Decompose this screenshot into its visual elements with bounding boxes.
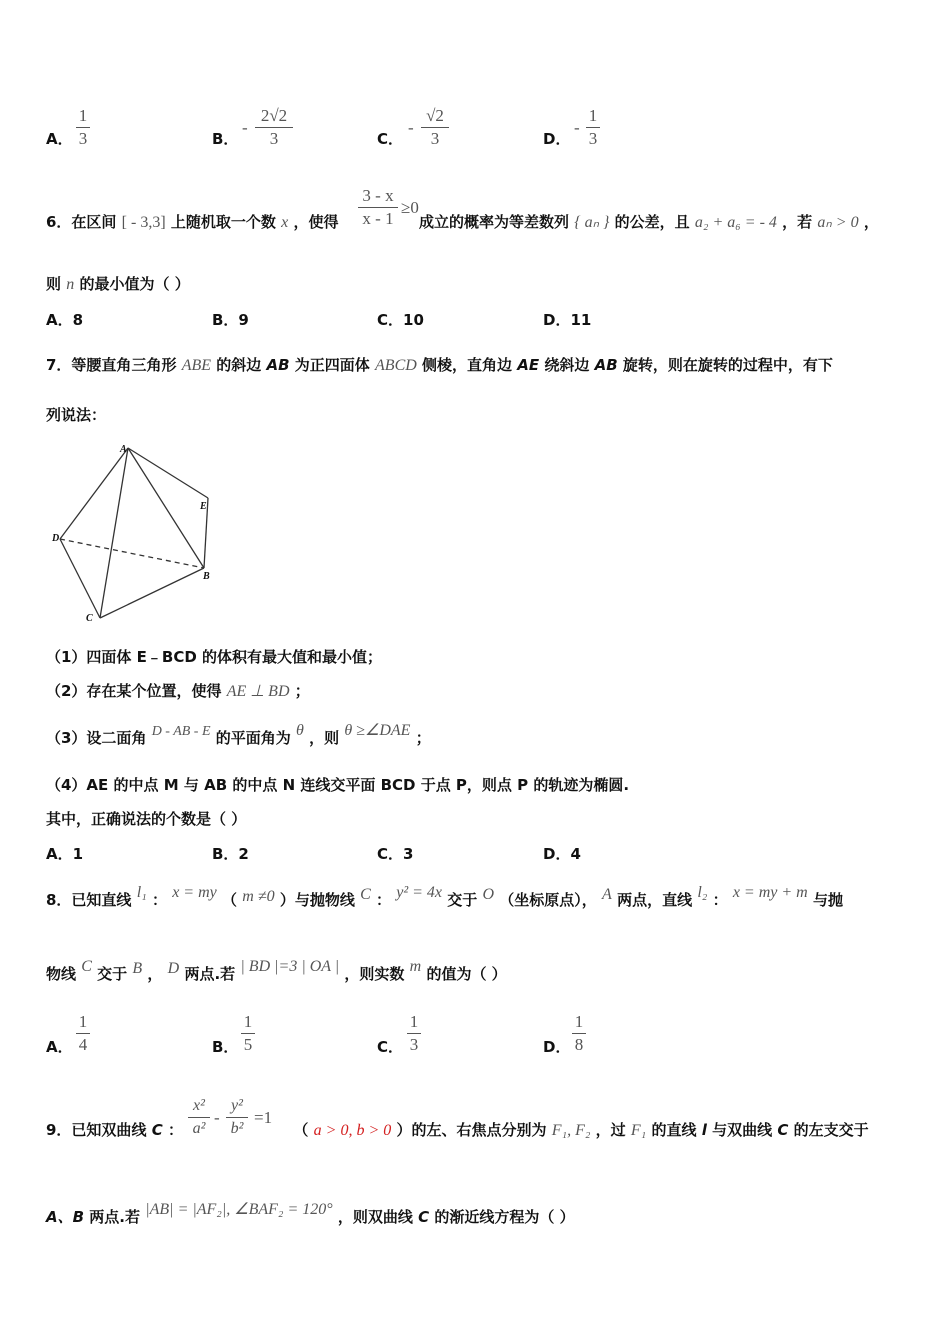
q9-y-squared: y² [231,1097,243,1114]
q6-text: 成立的概率为等差数列 [418,213,569,231]
q7-question: 其中，正确说法的个数是（ ） [46,810,247,828]
q7-option-c: C．3 [377,845,414,863]
q9-text: ，过 [595,1121,626,1139]
q7-text: 的斜边 [216,356,262,374]
vertex-label-b: B [203,571,210,582]
q6-interval: [ - 3,3] [121,214,166,231]
q9-text: ： [167,1121,183,1139]
q8-line1 [46,884,843,910]
q6-line2 [46,273,190,294]
q6-condition: a₂ + a₆ = - 4 [694,214,777,231]
q8-line-l1: l₁ [136,884,147,901]
q7-text: 为正四面体 [294,356,370,374]
q8-text: ）与抛物线 [279,891,355,909]
q8-option-c-fraction [407,1012,421,1055]
q6-text: ，若 [782,213,813,231]
q5-c-sign: - [408,118,414,137]
q9-x-squared: x² [193,1097,205,1114]
q8-c-denominator: 3 [409,1035,419,1054]
vertex-label-c: C [86,613,93,624]
q5-b-sign: - [242,118,248,137]
q7-line2: 列说法： [46,406,107,424]
q7-option-a: A．1 [46,845,84,863]
q9-text: 的直线 [651,1121,697,1139]
q9-text: （ [293,1121,309,1139]
q9-line-l: l [701,1121,707,1139]
q9-equals-one: =1 [254,1108,273,1127]
q6-text: 6．在区间 [46,213,117,231]
q9-text: ）的左、右焦点分别为 [396,1121,547,1139]
q9-parameter-condition: a > 0, b > 0 [313,1122,392,1139]
edge-dc [60,539,100,618]
q7-segment-ab: AB [266,356,290,374]
q7-text: ； [415,729,431,747]
q6-option-a: A．8 [46,311,84,329]
q9-minus: - [214,1108,220,1127]
q9-text: 的渐近线方程为（ ） [434,1208,575,1226]
q8-text: ，则实数 [344,965,405,983]
q8-a-denominator: 4 [78,1035,88,1054]
q5-option-c-label: C． [377,130,404,148]
q7-dihedral: D - AB - E [151,724,211,739]
q8-option-a-fraction [76,1012,90,1055]
q9-focus-f1: F₁ [630,1122,647,1139]
q7-tetrahedron-abcd: ABCD [375,357,417,374]
q6-variable-n: n [66,276,75,293]
q8-text: 的值为（ ） [426,965,507,983]
q8-text: 物线 [46,965,77,983]
q9-hyperbola-c: C [777,1121,789,1139]
edge-db-hidden [60,539,204,568]
q7-segment-ae: AE [517,356,540,374]
edge-ac [100,448,128,618]
q8-text: （坐标原点）， [499,891,597,909]
q7-option-b: B．2 [212,845,249,863]
q7-text: ，则 [309,729,340,747]
q7-text: ； [294,682,310,700]
q5-d-denominator: 3 [588,129,598,148]
q8-d-numerator: 1 [574,1012,584,1031]
q6-fraction-numerator: 3 - x [362,186,394,205]
q7-segment-ab: AB [594,356,618,374]
q7-text: （2）存在某个位置，使得 [46,682,222,700]
q6-text: 上随机取一个数 [170,213,276,231]
edge-cb [100,568,204,618]
q8-text: 两点，直线 [617,891,693,909]
q8-b-numerator: 1 [243,1012,253,1031]
q8-b-denominator: 5 [243,1035,253,1054]
q7-option-d: D．4 [543,845,581,863]
q9-text: ，则双曲线 [337,1208,413,1226]
q8-option-c-label: C． [377,1038,404,1056]
q8-text: 交于 [447,891,478,909]
q6-sequence: { aₙ } [574,214,610,231]
q6-inequality-fraction [358,186,398,229]
q6-ge-zero: ≥0 [401,198,419,217]
q5-option-c-fraction [421,106,449,149]
q6-text: ，使得 [293,213,339,231]
q5-option-a-fraction [76,106,90,149]
q8-variable-m: m [409,958,422,975]
q9-points-ab: A、B [46,1208,85,1226]
q7-triangle-abe: ABE [181,357,212,374]
q5-option-b-label: B． [212,130,239,148]
q7-statement-4: （4）AE 的中点 M 与 AB 的中点 N 连线交平面 BCD 于点 P，则点 P 的轨迹为椭圆. [46,776,630,794]
q9-line1 [46,1119,869,1140]
q8-line-l2: l₂ [697,884,708,901]
q5-b-numerator: 2√2 [260,106,288,125]
q5-option-b-fraction [255,106,293,149]
q8-option-d-fraction [572,1012,586,1055]
q8-option-d-label: D． [543,1038,571,1056]
q9-fraction-y [226,1096,248,1139]
q8-text: 8．已知直线 [46,891,132,909]
q7-text: 侧棱，直角边 [422,356,513,374]
q8-line2 [46,958,507,984]
q5-a-numerator: 1 [78,106,88,125]
q9-hyperbola-c: C [418,1208,430,1226]
edge-ab [128,448,204,568]
q9-text: 两点.若 [89,1208,140,1226]
q6-fraction-denominator: x - 1 [362,209,394,228]
q8-m-nonzero: m ≠0 [242,888,275,905]
vertex-label-d: D [52,533,60,544]
q8-text: ： [151,891,167,909]
q8-point-a: A [602,886,612,903]
q8-point-b: B [132,960,143,977]
q5-a-denominator: 3 [78,129,88,148]
q6-text: 的最小值为（ ） [79,275,190,293]
q8-d-denominator: 8 [574,1035,584,1054]
q5-d-numerator: 1 [588,106,598,125]
q5-d-sign: - [574,118,580,137]
q9-foci: F₁, F₂ [551,1122,591,1139]
q6-option-d: D．11 [543,311,592,329]
q6-option-b: B．9 [212,311,249,329]
q9-text: 与双曲线 [712,1121,773,1139]
q6-line1 [46,211,879,232]
q8-a-numerator: 1 [78,1012,88,1031]
q8-equation-l1: x = my [172,884,217,901]
q8-text: ： [712,891,728,909]
q6-text: 的公差，且 [614,213,690,231]
q7-statement-1: （1）四面体 E﹣BCD 的体积有最大值和最小值； [46,648,383,666]
q5-c-numerator: √2 [426,106,444,125]
q9-b-squared: b² [230,1120,244,1137]
q9-condition: |AB| = |AF₂|, ∠BAF₂ = 120° [145,1201,333,1218]
q7-angle-inequality: θ ≥∠DAE [344,722,411,739]
q8-equation-l2: x = my + m [732,884,808,901]
q9-hyperbola-c: C [151,1121,163,1139]
vertex-label-a: A [120,444,127,455]
vertex-label-e: E [200,501,207,512]
q6-condition-positive: aₙ > 0 [817,214,859,231]
q8-option-b-label: B． [212,1038,239,1056]
q7-text: 7．等腰直角三角形 [46,356,177,374]
q8-text: 交于 [97,965,128,983]
q8-point-o: O [482,886,495,903]
q7-statement-2 [46,680,310,701]
edge-ae [128,448,208,498]
q7-text: 的平面角为 [215,729,291,747]
q7-text: （3）设二面角 [46,729,147,747]
q8-text: 与抛 [812,891,843,909]
q8-parabola-c: C [360,886,371,903]
q7-line1 [46,354,833,375]
tetrahedron-figure [46,440,226,625]
q8-length-condition: | BD |=3 | OA | [240,958,340,975]
q9-a-squared: a² [192,1120,206,1137]
q8-text: ， [147,965,163,983]
q7-perpendicular: AE ⊥ BD [226,683,290,700]
edge-ad [60,448,128,539]
q7-text: 旋转，则在旋转的过程中，有下 [622,356,833,374]
q6-variable-x: x [281,214,289,231]
q8-text: 两点.若 [184,965,236,983]
q6-text: 则 [46,275,62,293]
q8-parabola-c: C [81,958,92,975]
q8-parabola-equation: y² = 4x [396,884,443,901]
q7-theta: θ [296,722,304,739]
q5-b-denominator: 3 [269,129,279,148]
q8-option-a-label: A． [46,1038,73,1056]
q5-option-d-label: D． [543,130,571,148]
q9-fraction-x [188,1096,210,1139]
q5-c-denominator: 3 [430,129,440,148]
q9-line2 [46,1201,575,1227]
q8-point-d: D [167,960,180,977]
q5-option-d-fraction [586,106,600,149]
q6-option-c: C．10 [377,311,424,329]
q9-text: 的左支交于 [793,1121,869,1139]
q8-option-b-fraction [241,1012,255,1055]
q5-option-a-label: A． [46,130,73,148]
q7-text: 绕斜边 [544,356,590,374]
q9-text: 9．已知双曲线 [46,1121,147,1139]
q8-c-numerator: 1 [409,1012,419,1031]
q8-text: （ [221,891,237,909]
q6-text: ， [863,213,879,231]
q7-statement-3 [46,722,431,748]
q8-text: ： [375,891,391,909]
